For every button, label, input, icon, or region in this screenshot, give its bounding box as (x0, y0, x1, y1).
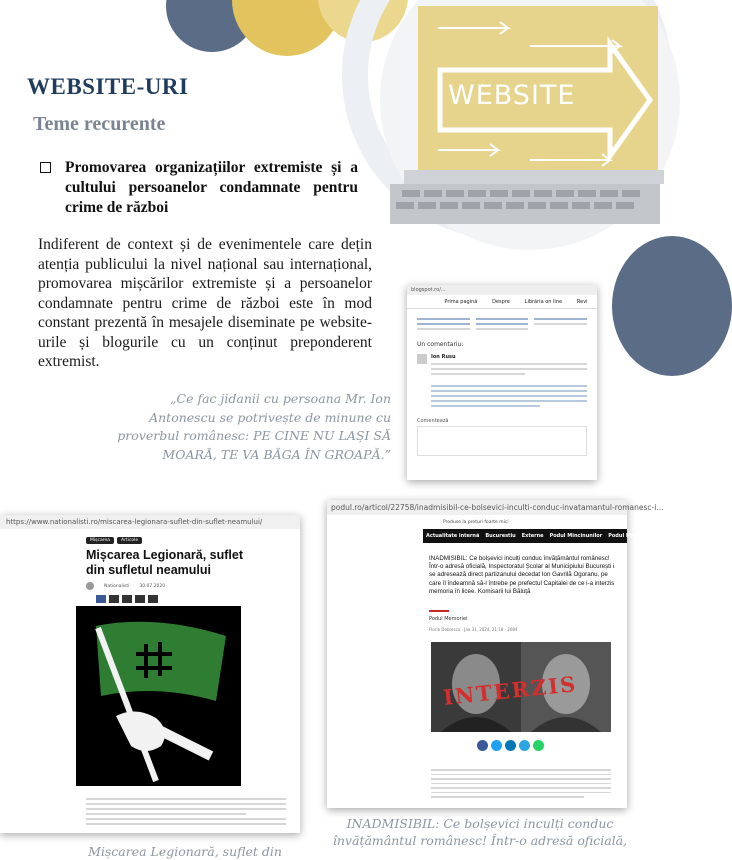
blog-screenshot (407, 285, 597, 480)
page-title: WEBSITE-URI (27, 74, 189, 99)
podul-meta: Florin Dobrescu · Jan 31, 2024, 21:18 · 2084 (429, 627, 518, 632)
blog-comment-label: Comentează (417, 418, 449, 424)
decorative-blue-shape-right (612, 236, 732, 376)
author-name: Nationalisti (104, 583, 130, 589)
podul-nav-item-1[interactable]: Actualitate internă (426, 533, 480, 539)
twitter-icon[interactable] (109, 595, 119, 603)
author-avatar (86, 582, 94, 590)
print-icon[interactable] (148, 595, 158, 603)
quote-text: „Ce fac jidanii cu persoana Mr. Ion Antonescu se potrivește de minune cu proverbul românesc: PE CINE NU LAȘI SĂ MOARĂ, TE VA BĂGA ÎN GROAPĂ.” (117, 391, 391, 462)
bullet-text: Promovarea organizațiilor extremiste și a cultului persoanelor condamnate pentru crime de război (65, 159, 358, 216)
podul-url: podul.ro/articol/22758/inadmisibil-ce-bolsevici-inculti-conduc-invatamantul-romanesc-i... (327, 500, 627, 515)
twitter-share-icon[interactable] (491, 740, 502, 751)
page-subtitle: Teme recurente (33, 113, 166, 135)
blog-comment (407, 350, 597, 414)
whatsapp-share-icon[interactable] (533, 740, 544, 751)
blog-nav-item-4[interactable]: Revi (576, 299, 588, 305)
email-icon[interactable] (135, 595, 145, 603)
nationalisti-screenshot (0, 515, 300, 833)
article-meta (86, 582, 300, 590)
podul-section: Podul Memoriei (429, 616, 468, 622)
blog-nav (407, 295, 597, 309)
podul-headline: INADMISIBIL: Ce bolșevici inculți conduc învățământul românesc! Într-o adresă oficială, Inspectoratul Școlar al Municipiului București i se adresează direct partizanului decedat Ion Gavrilă Ogoranu, pe care îl îndeamnă să-l întrebe pe prefectul Capitalei de ce i-a interzis memoria în licee. Komisarii lui Băluță (429, 555, 615, 595)
article-title: Mișcarea Legionară, suflet din sufletul neamului (86, 548, 244, 577)
share-icon[interactable] (122, 595, 132, 603)
facebook-share-icon[interactable] (477, 740, 488, 751)
podul-tagline: Produse la prețuri foarte mici (443, 520, 509, 525)
avatar (417, 354, 427, 364)
interzis-stamp: INTERZIS (442, 671, 579, 710)
tag-1[interactable]: Mișcarea (86, 537, 114, 544)
article-text-lines (86, 795, 286, 828)
share-buttons (96, 595, 300, 603)
nationalisti-url: https://www.nationalisti.ro/miscarea-legionara-suflet-din-suflet-neamului/ (0, 515, 300, 529)
blog-related-posts (407, 309, 597, 339)
podul-nav-item-4[interactable]: Podul Mincinunilor (549, 533, 603, 539)
caption-right: INADMISIBIL: Ce bolșevici inculți conduc învățământul românesc! Într-o adresă oficială, (332, 816, 628, 848)
body-paragraph: Indiferent de context și de evenimentele care dețin atenția publicului la nivel național sau internațional, promovarea mișcărilor extremiste și a persoanelor condamnate pentru crime de război este în mod constant prezentă în mesajele diseminate pe website-urile și blogurile cu un conținut preponderent extremist. (38, 236, 372, 370)
podul-share-buttons (477, 740, 544, 751)
podul-nav (423, 529, 666, 543)
article-tags (86, 537, 300, 544)
facebook-icon[interactable] (96, 595, 106, 603)
article-date: 30.07.2020 (139, 583, 166, 589)
podul-nav-item-2[interactable]: Bucurestiu (485, 533, 516, 539)
blog-url: blogspot.ro/... (407, 285, 597, 295)
telegram-share-icon[interactable] (519, 740, 530, 751)
podul-nav-item-5[interactable]: Podul Memoriei (608, 533, 653, 539)
checkbox-bullet-icon (40, 162, 51, 173)
podul-photo (431, 642, 611, 732)
laptop-icon (380, 0, 647, 226)
tag-2[interactable]: Articole (117, 537, 142, 544)
podul-nav-item-3[interactable]: Externe (521, 533, 544, 539)
podul-text-lines (431, 766, 611, 801)
blog-nav-item-3[interactable]: Librăria on line (524, 299, 563, 305)
article-image (76, 606, 241, 786)
blog-nav-item-2[interactable]: Despre (492, 299, 510, 305)
blog-comments-title: Un comentariu: (417, 341, 464, 348)
laptop-website-illustration (380, 0, 647, 226)
bullet-item (40, 158, 358, 218)
blog-nav-item-1[interactable]: Prima pagină (444, 299, 478, 305)
podul-screenshot (327, 500, 666, 808)
laptop-screen-word: WEBSITE (448, 80, 576, 111)
blog-comment-box[interactable] (417, 426, 587, 456)
linkedin-share-icon[interactable] (505, 740, 516, 751)
commenter-name: Ion Rusu (431, 354, 456, 360)
caption-left: Mișcarea Legionară, suflet din (88, 844, 282, 859)
green-flag-hand-icon (76, 606, 241, 786)
podul-nav-item-6[interactable]: Ed (658, 533, 666, 539)
